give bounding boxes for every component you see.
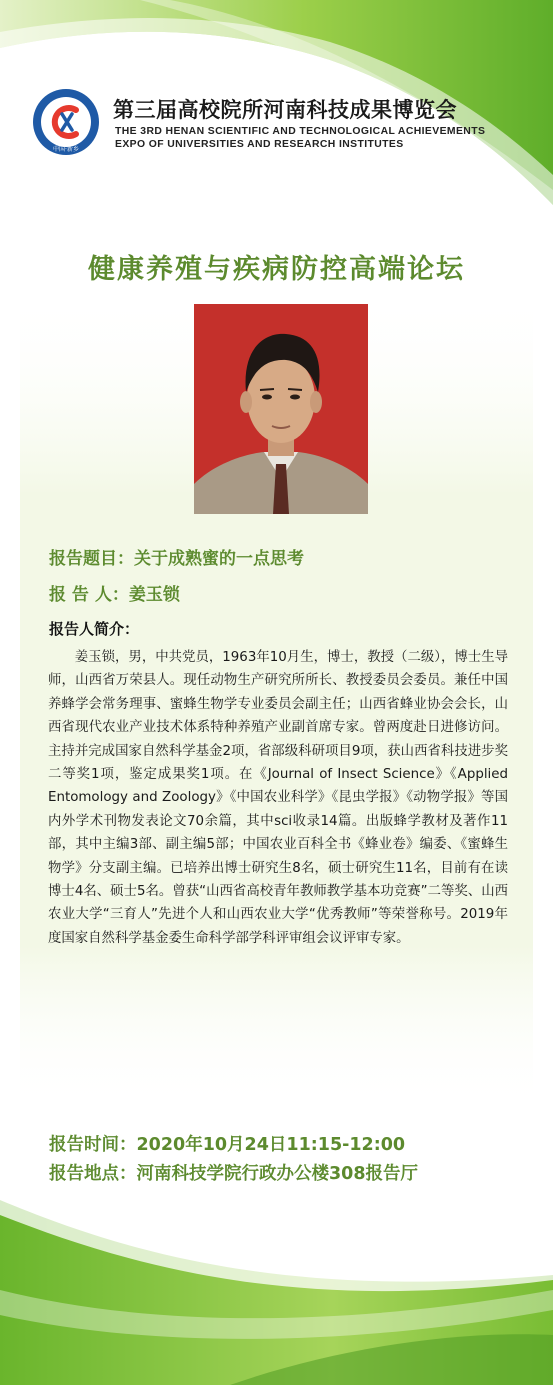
expo-title-en-line1: THE 3RD HENAN SCIENTIFIC AND TECHNOLOGICAL ACHIEVEMENTS (115, 126, 486, 137)
bio-text: 姜玉锁，男，中共党员，1963年10月生，博士，教授（二级），博士生导师，山西省万荣县人。现任动物生产研究所所长、教授委员会委员。兼任中国养蜂学会常务理事、蜜蜂生物学专业委员会副主任；山西省蜂业协会会长，山西省现代农业产业技术体系特种养殖产业副首席专家。曾两度赴日进修访问。主持并完成国家自然科学基金2项，省部级科研项目9项，获山西省科技进步奖二等奖1项，鉴定成果奖1项。在《Journal of Insect Science》《Applied Entomology and Zoology》《中国农业科学》《昆虫学报》《动物学报》等国内外学术刊物发表论文70余篇，其中sci收录14篇。出版蜂学教材及著作11部，其中主编3部、副主编5部；中国农业百科全书《蜂业卷》编委、《蜜蜂生物学》分支副主编。已培养出博士研究生8名，硕士研究生11名，目前有在读博士4名、硕士5名。曾获“山西省高校青年教师教学基本功竞赛”二等奖、山西农业大学“三育人”先进个人和山西农业大学“优秀教师”等荣誉称号。2019年度国家自然科学基金委生命科学部学科评审组会议评审专家。 (48, 650, 508, 946)
report-time-line (49, 1131, 405, 1156)
expo-title-cn: 第三届高校院所河南科技成果博览会 (113, 98, 457, 122)
speaker-photo (194, 304, 368, 514)
bio-heading: 报告人简介： (49, 620, 140, 638)
report-title-value: 关于成熟蜜的一点思考 (134, 549, 304, 569)
report-time-value: 2020年10月24日11:15-12:00 (136, 1135, 406, 1155)
forum-title: 健康养殖与疾病防控高端论坛 (88, 254, 465, 285)
report-place-line (49, 1160, 418, 1185)
expo-title-en-line2: EXPO OF UNIVERSITIES AND RESEARCH INSTITUTES (115, 139, 404, 150)
expo-logo-icon (32, 88, 100, 156)
reporter-label: 报 告 人： (49, 585, 129, 605)
report-place-value: 河南科技学院行政办公楼308报告厅 (136, 1164, 419, 1184)
report-title-label: 报告题目： (49, 549, 134, 569)
logo-bottom-text: 中国·新乡 (53, 146, 79, 153)
expo-title-en (115, 125, 535, 151)
reporter-line (49, 580, 180, 605)
report-place-label: 报告地点： (49, 1164, 137, 1184)
report-time-label: 报告时间： (49, 1135, 137, 1155)
report-title-line (49, 544, 304, 569)
reporter-value: 姜玉锁 (128, 585, 180, 605)
